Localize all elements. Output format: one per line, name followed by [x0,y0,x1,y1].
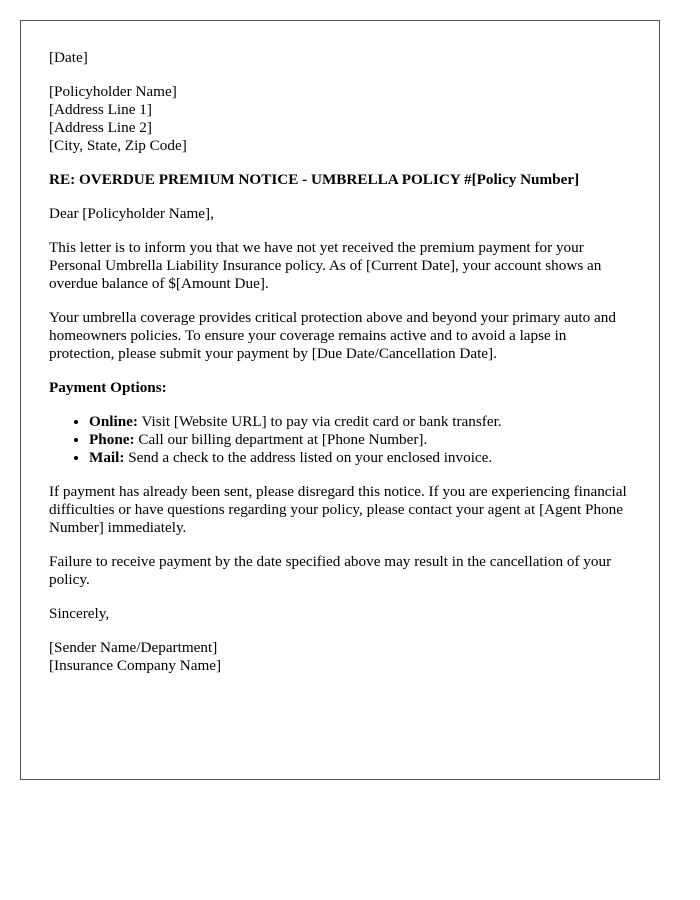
company-name: [Insurance Company Name] [49,657,222,674]
salutation: Dear [Policyholder Name], [49,205,214,222]
closing: Sincerely, [49,605,110,622]
payment-option-text: Send a check to the address listed on your enclosed invoice. [124,449,493,466]
body-paragraph-4: Failure to receive payment by the date specified above may result in the cancellation of your policy. [49,553,612,588]
payment-option-online [89,413,631,431]
letter-page [20,20,660,780]
letter-date: [Date] [49,49,88,66]
recipient-address-block [49,83,631,155]
payment-options-heading: Payment Options: [49,379,167,396]
recipient-name: [Policyholder Name] [49,83,177,100]
payment-option-label: Mail: [89,449,125,466]
recipient-address-line-2: [Address Line 2] [49,119,152,136]
payment-option-phone [89,431,631,449]
body-paragraph-1: This letter is to inform you that we have not yet received the premium payment for your Personal Umbrella Liability Insurance policy. As of [Current Date], your account shows an overdue balance of $[Amount Due]. [49,239,602,292]
body-paragraph-3: If payment has already been sent, please disregard this notice. If you are experiencing financial difficulties or have questions regarding your policy, please contact your agent at [Agent Phone Number] immediately. [49,483,627,536]
recipient-address-line-1: [Address Line 1] [49,101,152,118]
recipient-city-state-zip: [City, State, Zip Code] [49,137,187,154]
subject-line: RE: OVERDUE PREMIUM NOTICE - UMBRELLA POLICY #[Policy Number] [49,171,580,188]
payment-option-label: Online: [89,413,138,430]
payment-options-list [49,413,631,467]
sender-name: [Sender Name/Department] [49,639,218,656]
signature-block [49,639,631,675]
payment-option-mail [89,449,631,467]
payment-option-label: Phone: [89,431,135,448]
payment-option-text: Visit [Website URL] to pay via credit card or bank transfer. [137,413,502,430]
body-paragraph-2: Your umbrella coverage provides critical protection above and beyond your primary auto and homeowners policies. To ensure your coverage remains active and to avoid a lapse in protection, please submit your payment by [Due Date/Cancellation Date]. [49,309,616,362]
payment-option-text: Call our billing department at [Phone Number]. [134,431,428,448]
